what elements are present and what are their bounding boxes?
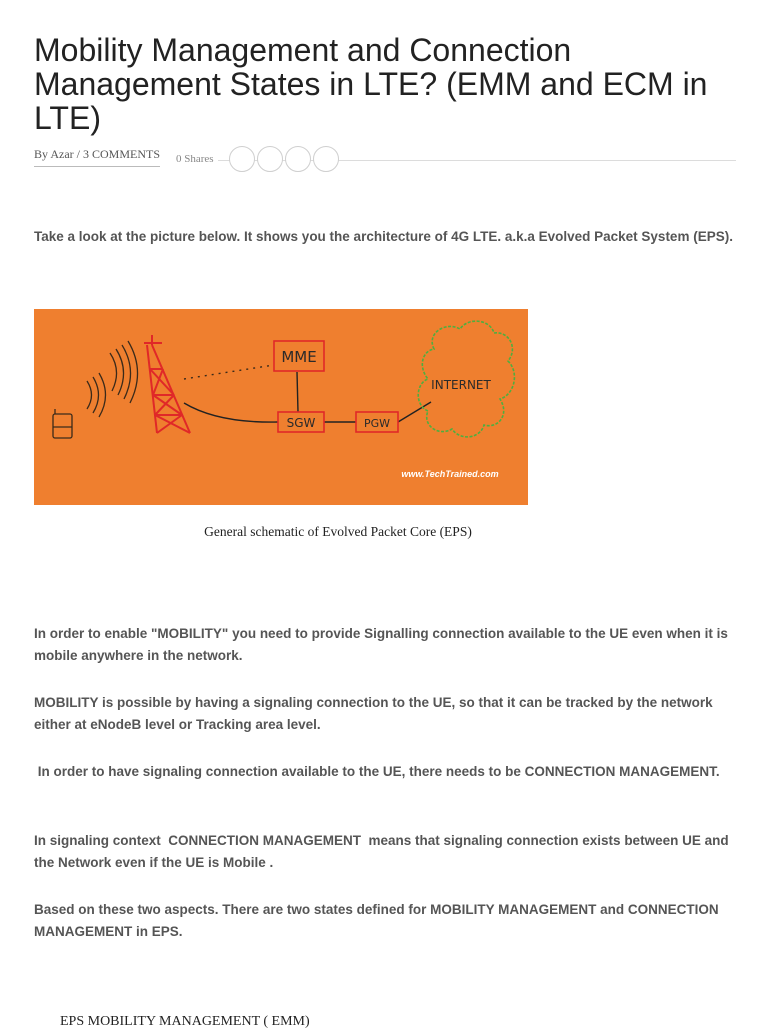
paragraph-connection: In order to have signaling connection available to the UE, there needs to be CONNECTION MANAGEMENT.	[34, 764, 720, 779]
eps-diagram	[34, 309, 528, 505]
eps-architecture-figure	[34, 309, 528, 505]
share-count: 0 Shares	[176, 153, 214, 165]
share-button-3[interactable]	[285, 146, 311, 172]
mme-sgw-link	[297, 372, 298, 412]
article-meta	[34, 144, 736, 176]
share-button-4[interactable]	[313, 146, 339, 172]
intro-paragraph: Take a look at the picture below. It shows you the architecture of 4G LTE. a.k.a Evolved Packet System (EPS).	[34, 229, 733, 244]
paragraph-states: Based on these two aspects. There are two states defined for MOBILITY MANAGEMENT and CONNECTION MANAGEMENT in EPS.	[34, 902, 719, 939]
byline-separator: /	[76, 147, 80, 161]
byline	[34, 147, 160, 167]
emm-subheading: EPS MOBILITY MANAGEMENT ( EMM)	[60, 1014, 310, 1029]
paragraph-signaling: MOBILITY is possible by having a signaling connection to the UE, so that it can be tracked by the network either at eNodeB level or Tracking area level.	[34, 695, 713, 732]
paragraph-mobility: In order to enable "MOBILITY" you need to provide Signalling connection available to the UE even when it is mobile anywhere in the network.	[34, 626, 728, 663]
share-button-1[interactable]	[229, 146, 255, 172]
mme-label: MME	[281, 348, 317, 366]
author-link[interactable]: By Azar	[34, 147, 74, 161]
comments-link[interactable]: 3 COMMENTS	[83, 147, 161, 161]
share-button-2[interactable]	[257, 146, 283, 172]
figure-caption: General schematic of Evolved Packet Core (EPS)	[204, 524, 472, 539]
figure-watermark: www.TechTrained.com	[401, 469, 499, 479]
article-title: Mobility Management and Connection Management States in LTE? (EMM and ECM in LTE)	[34, 32, 708, 136]
pgw-label: PGW	[363, 417, 391, 430]
sgw-label: SGW	[286, 416, 316, 430]
paragraph-context: In signaling context CONNECTION MANAGEMENT means that signaling connection exists between UE and the Network even if the UE is Mobile .	[34, 833, 733, 870]
internet-label: INTERNET	[431, 378, 491, 392]
